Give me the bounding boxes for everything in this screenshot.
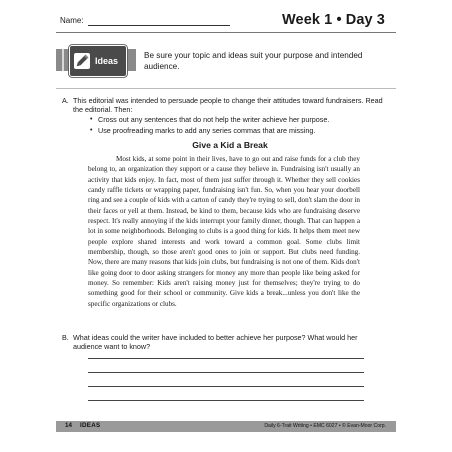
answer-line-1[interactable] <box>88 358 364 359</box>
header-rule <box>56 32 396 33</box>
ideas-badge <box>69 45 127 77</box>
pencil-icon <box>72 51 92 71</box>
answer-line-4[interactable] <box>88 400 364 401</box>
footer-section: IDEAS <box>80 422 101 429</box>
part-b-question: What ideas could the writer have included to better achieve her purpose? What would her audience want to know? <box>73 333 358 352</box>
footer-bar <box>56 421 396 432</box>
part-b-letter: B. <box>62 333 69 342</box>
ideas-badge-label: Ideas <box>95 56 119 66</box>
part-a-bullet-2: Use proofreading marks to add any series commas that are missing. <box>98 126 316 135</box>
name-write-line[interactable] <box>88 25 230 26</box>
bullet-dot: • <box>90 116 93 123</box>
footer-copyright: Daily 6-Trait Writing • EMC 6027 • © Evan-Moor Corp. <box>264 422 386 429</box>
part-a-letter: A. <box>62 96 69 105</box>
week-day-title: Week 1 • Day 3 <box>282 12 385 28</box>
answer-line-2[interactable] <box>88 372 364 373</box>
answer-line-3[interactable] <box>88 386 364 387</box>
skill-tip: Be sure your topic and ideas suit your purpose and intended audience. <box>144 51 363 71</box>
page-number: 14 <box>65 422 72 429</box>
section-rule <box>56 88 396 89</box>
bullet-dot: • <box>90 127 93 134</box>
part-a-bullet-1: Cross out any sentences that do not help the writer achieve her purpose. <box>98 115 330 124</box>
editorial-title: Give a Kid a Break <box>192 140 268 150</box>
part-a-instruction: This editorial was intended to persuade people to change their attitudes toward fundraisers. Read the editorial. Then: <box>73 96 383 115</box>
name-label: Name: <box>60 16 84 25</box>
editorial-body: Most kids, at some point in their lives, have to go out and raise funds for a club they belong to, an organization they support or a cause they believe in. Fundraising isn't usually an activity that kids enjoy. In fact, most of them just suffer through it. Whether they sell cookies candy raffle tickets or wrapping paper, fundraising isn't fun. So, when you hear your doorbell ring and see a couple of kids with a carton of candy they're trying to sell, don't slam the door in their faces or yell at them. Instead, be kind to them, because kids who are fundraising deserve respect. It's really annoying if the kids interrupt your family dinner, though. That can happen a lot in some neighborhoods. Belonging to clubs is a good thing for kids. It helps them meet new people explore shared interests and work toward a common goal. Some clubs limit membership, though, so those aren't good ones to join or support. But clubs need funding. Now, there are many reasons that kids join clubs, but fundraising is not one of them. Kids don't like going door to door asking strangers for money any more than people like being asked for money. So remember: Kids aren't raising money just for themselves; they're trying to do something good for their school or community. Give kids a break...unless you don't like the specific organizations or clubs. <box>88 155 360 308</box>
